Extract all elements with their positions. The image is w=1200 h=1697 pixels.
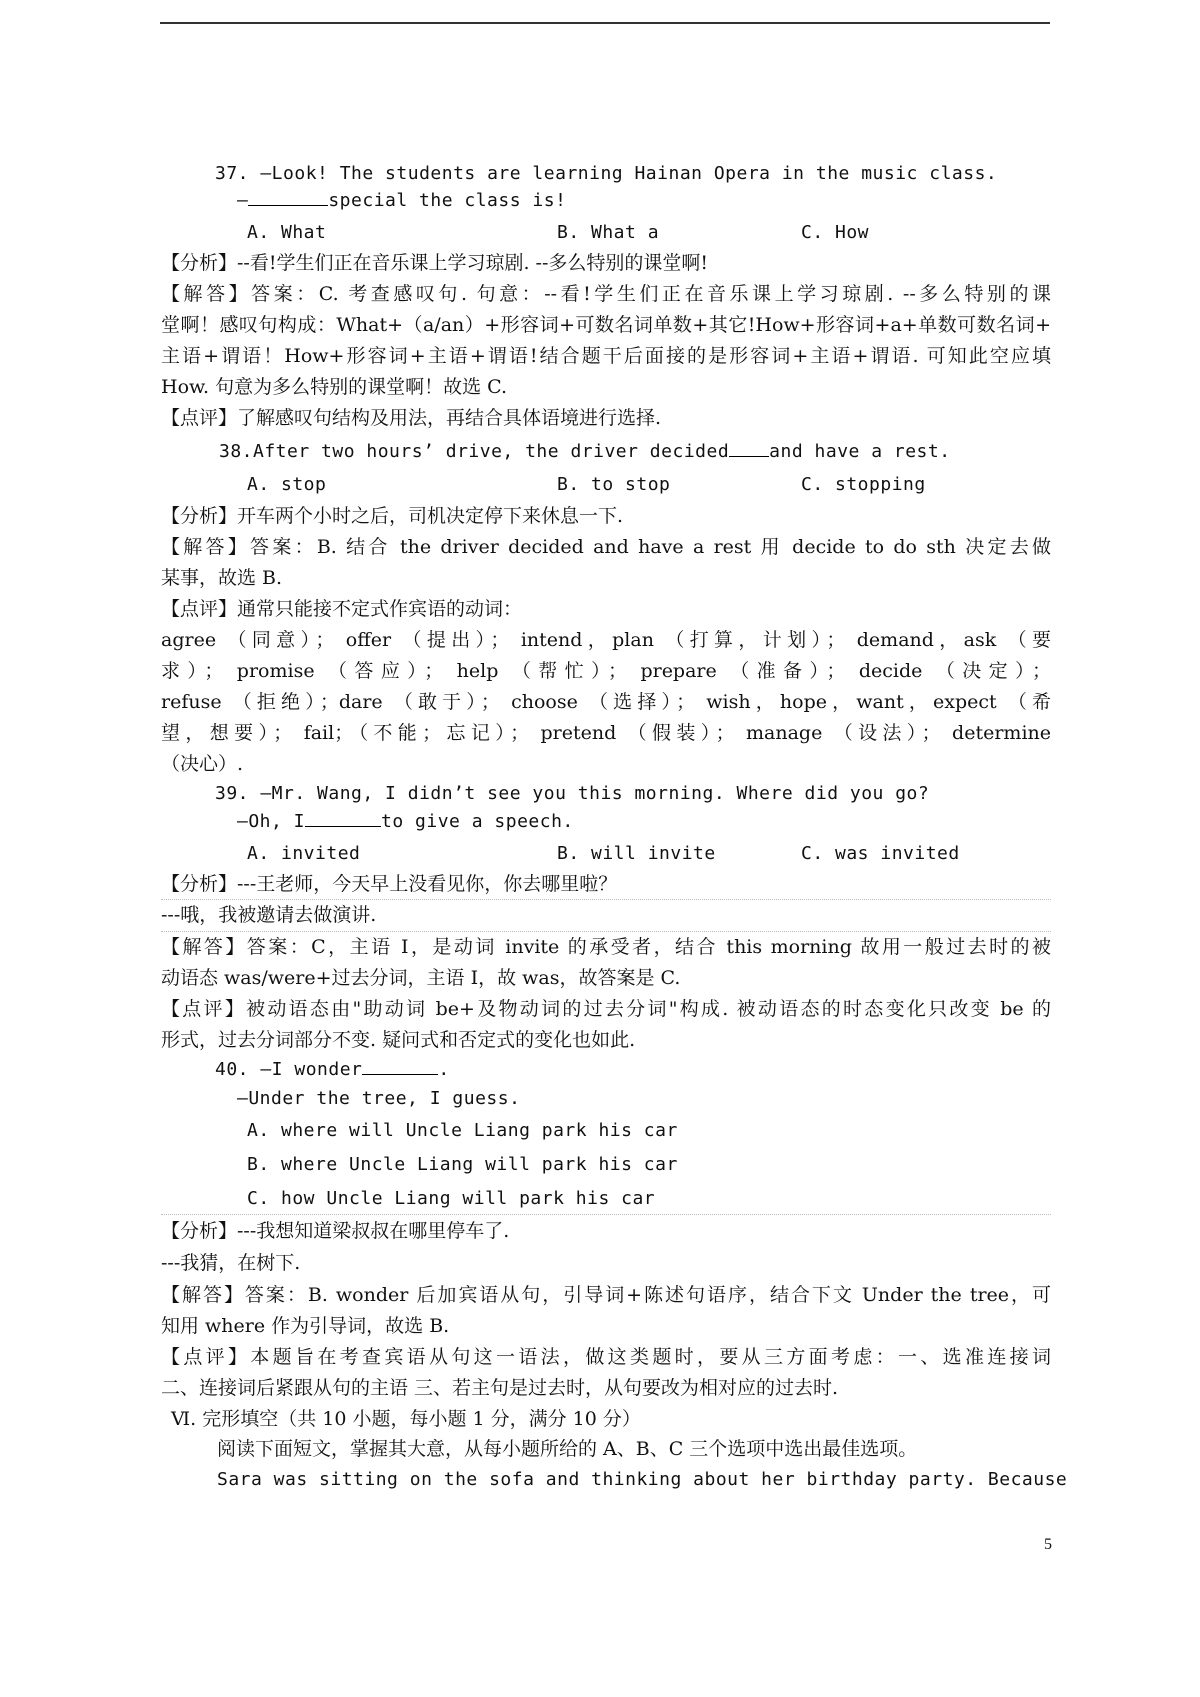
q37-option-b: B. What a bbox=[557, 222, 660, 243]
q40-answer-line2: 知用 where 作为引导词，故选 B. bbox=[161, 1315, 450, 1337]
section6-heading: Ⅵ. 完形填空（共 10 小题，每小题 1 分，满分 10 分） bbox=[171, 1408, 641, 1430]
q40-analysis-line2: ---我猜，在树下. bbox=[161, 1252, 301, 1274]
section6-instruction: 阅读下面短文，掌握其大意，从每小题所给的 A、B、C 三个选项中选出最佳选项。 bbox=[217, 1438, 918, 1460]
q40-option-a: A. where will Uncle Liang park his car bbox=[247, 1120, 678, 1141]
q38-comment-line5: 望，想要）； fail；（不能；忘记）； pretend （假装）； manage （设法）； determine bbox=[161, 722, 1051, 744]
q39-analysis-line1: 【分析】---王老师，今天早上没看见你，你去哪里啦？ bbox=[161, 873, 618, 895]
q37-reply: — special the class is! bbox=[237, 186, 566, 216]
q40-option-c: C. how Uncle Liang will park his car bbox=[247, 1188, 656, 1209]
q40-comment-line2: 二、连接词后紧跟从句的主语 三、若主句是过去时，从句要改为相对应的过去时. bbox=[161, 1377, 839, 1399]
dotted-divider bbox=[161, 1214, 1051, 1215]
q38-comment-line3: 求）； promise （答应）； help （帮忙）； prepare （准备）； decide （决定）； bbox=[161, 660, 1051, 682]
q37-option-a: A. What bbox=[247, 222, 327, 243]
q39-comment-line2: 形式，过去分词部分不变. 疑问式和否定式的变化也如此. bbox=[161, 1029, 636, 1051]
q37-answer-line3: 主语+谓语！How+形容词+主语+谓语!结合题干后面接的是形容词+主语+谓语. 可知此空应填 bbox=[161, 345, 1051, 367]
q40-stem: 40. —I wonder . bbox=[215, 1055, 450, 1085]
q39-analysis-line2: ---哦，我被邀请去做演讲. bbox=[161, 904, 377, 926]
q39-option-b: B. will invite bbox=[557, 843, 716, 864]
q39-answer-line1: 【解答】答案：C，主语 I，是动词 invite 的承受者，结合 this morning 故用一般过去时的被 bbox=[161, 936, 1051, 958]
q38-blank bbox=[729, 438, 769, 457]
q37-answer-line4: How. 句意为多么特别的课堂啊！故选 C. bbox=[161, 376, 508, 398]
q38-comment-line6: （决心）. bbox=[161, 753, 244, 775]
q38-comment-line4: refuse （拒绝）；dare （敢于）； choose （选择）； wish，hope，want，expect （希 bbox=[161, 691, 1051, 713]
header-rule bbox=[160, 22, 1050, 24]
q40-answer-line1: 【解答】答案：B. wonder 后加宾语从句，引导词+陈述句语序，结合下文 Under the tree，可 bbox=[161, 1284, 1051, 1306]
q40-comment-line1: 【点评】本题旨在考查宾语从句这一语法，做这类题时，要从三方面考虑：一、选准连接词 bbox=[161, 1346, 1051, 1368]
q37-option-c: C. How bbox=[801, 222, 870, 243]
q37-stem: 37. —Look! The students are learning Hainan Opera in the music class. bbox=[215, 163, 998, 184]
q38-option-b: B. to stop bbox=[557, 474, 671, 495]
q39-option-c: C. was invited bbox=[801, 843, 960, 864]
q39-stem: 39. —Mr. Wang, I didn’t see you this morning. Where did you go? bbox=[215, 783, 930, 804]
q38-answer-line2: 某事，故选 B. bbox=[161, 567, 283, 589]
q37-comment: 【点评】了解感叹句结构及用法，再结合具体语境进行选择. bbox=[161, 407, 662, 429]
q40-reply: —Under the tree, I guess. bbox=[237, 1088, 521, 1109]
q38-stem: 38.After two hours’ drive, the driver decided and have a rest. bbox=[219, 437, 951, 467]
q38-option-c: C. stopping bbox=[801, 474, 926, 495]
q37-analysis: 【分析】--看!学生们正在音乐课上学习琼剧. --多么特别的课堂啊! bbox=[161, 252, 709, 274]
q37-answer-line1: 【解答】答案：C. 考查感叹句. 句意：--看!学生们正在音乐课上学习琼剧. --多么特别的课 bbox=[161, 283, 1051, 305]
q39-option-a: A. invited bbox=[247, 843, 361, 864]
q40-analysis-line1: 【分析】---我想知道梁叔叔在哪里停车了. bbox=[161, 1220, 510, 1242]
q39-reply: —Oh, I to give a speech. bbox=[237, 807, 574, 837]
q38-answer-line1: 【解答】答案：B. 结合 the driver decided and have a rest 用 decide to do sth 决定去做 bbox=[161, 536, 1051, 558]
q37-blank bbox=[248, 187, 328, 206]
q38-comment-line1: 【点评】通常只能接不定式作宾语的动词： bbox=[161, 598, 523, 620]
q38-comment-line2: agree （同意）； offer （提出）； intend，plan （打算，计划）； demand，ask （要 bbox=[161, 629, 1051, 651]
page-number: 5 bbox=[1044, 1536, 1052, 1553]
q39-answer-line2: 动语态 was/were+过去分词，主语 I，故 was，故答案是 C. bbox=[161, 967, 681, 989]
q38-analysis: 【分析】开车两个小时之后，司机决定停下来休息一下. bbox=[161, 505, 624, 527]
q37-answer-line2: 堂啊！感叹句构成：What+（a/an）+形容词+可数名词单数+其它!How+形容词+a+单数可数名词+ bbox=[161, 314, 1051, 336]
q40-blank bbox=[362, 1056, 438, 1075]
passage-first-line: Sara was sitting on the sofa and thinking about her birthday party. Because bbox=[217, 1469, 1068, 1490]
q39-comment-line1: 【点评】被动语态由"助动词 be+及物动词的过去分词"构成. 被动语态的时态变化只改变 be 的 bbox=[161, 998, 1051, 1020]
q39-blank bbox=[305, 808, 381, 827]
q40-option-b: B. where Uncle Liang will park his car bbox=[247, 1154, 678, 1175]
q38-option-a: A. stop bbox=[247, 474, 327, 495]
